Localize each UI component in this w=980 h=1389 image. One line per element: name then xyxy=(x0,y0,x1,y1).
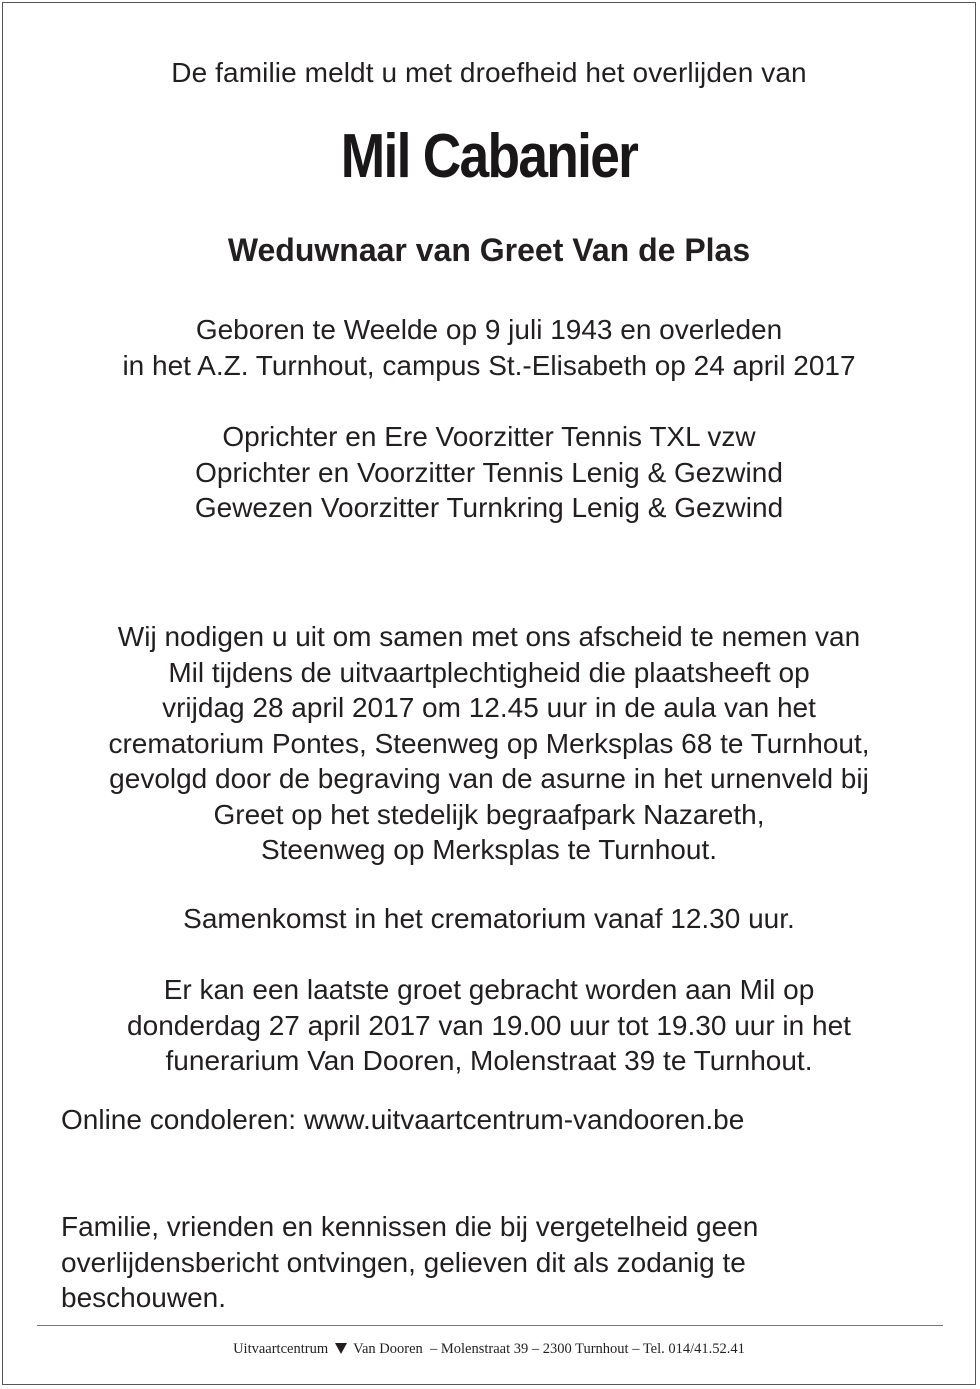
online-condolences-text: Online condoleren: www.uitvaartcentrum-vandooren.be xyxy=(61,1104,745,1135)
closing-notice xyxy=(61,1209,758,1316)
visitation-line: donderdag 27 april 2017 van 19.00 uur tot 19.30 uur in het xyxy=(127,1009,851,1041)
closing-line: overlijdensbericht ontvingen, gelieven dit als zodanig te xyxy=(61,1246,746,1278)
death-notice-card xyxy=(2,2,976,1385)
role-line: Gewezen Voorzitter Turnkring Lenig & Gezwind xyxy=(194,492,784,523)
widower-subtitle: Weduwnaar van Greet Van de Plas xyxy=(227,232,751,268)
gathering-info xyxy=(3,901,975,937)
invitation-line: crematorium Pontes, Steenweg op Merksplas 68 te Turnhout, xyxy=(108,727,870,759)
footer-company-name-2: Van Dooren xyxy=(353,1341,423,1357)
deceased-name: Mil Cabanier xyxy=(340,122,638,191)
closing-line: beschouwen. xyxy=(61,1282,227,1313)
footer-company-name: Uitvaartcentrum xyxy=(233,1341,329,1357)
birth-death-line: in het A.Z. Turnhout, campus St.-Elisabeth op 24 april 2017 xyxy=(122,349,856,381)
footer xyxy=(3,1341,975,1358)
birth-death-line: Geboren te Weelde op 9 juli 1943 en overleden xyxy=(195,314,783,345)
invitation-line: vrijdag 28 april 2017 om 12.45 uur in de aula van het xyxy=(162,692,816,723)
role-line: Oprichter en Ere Voorzitter Tennis TXL vzw xyxy=(222,421,756,452)
roles-list xyxy=(3,419,975,526)
footer-divider xyxy=(37,1325,943,1326)
invitation-line: Mil tijdens de uitvaartplechtigheid die plaatsheeft op xyxy=(168,656,810,688)
gathering-line: Samenkomst in het crematorium vanaf 12.30 uur. xyxy=(183,903,795,934)
triangle-down-icon xyxy=(335,1343,347,1354)
role-line: Oprichter en Voorzitter Tennis Lenig & Gezwind xyxy=(195,456,783,488)
visitation-line: funerarium Van Dooren, Molenstraat 39 te Turnhout. xyxy=(165,1045,813,1076)
intro-text: De familie meldt u met droefheid het overlijden van xyxy=(171,57,807,88)
footer-address: – Molenstraat 39 – 2300 Turnhout – Tel. 014/41.52.41 xyxy=(430,1341,745,1357)
visitation-line: Er kan een laatste groet gebracht worden aan Mil op xyxy=(163,974,815,1005)
visitation-info xyxy=(3,972,975,1079)
online-condolences xyxy=(61,1102,744,1138)
invitation-line: Steenweg op Merksplas te Turnhout. xyxy=(260,834,718,865)
birth-death-info xyxy=(3,312,975,383)
invitation-line: Greet op het stedelijk begraafpark Nazareth, xyxy=(213,798,765,830)
closing-line: Familie, vrienden en kennissen die bij vergetelheid geen xyxy=(61,1211,759,1242)
funeral-invitation xyxy=(3,619,975,868)
invitation-line: Wij nodigen u uit om samen met ons afscheid te nemen van xyxy=(117,621,861,652)
invitation-line: gevolgd door de begraving van de asurne in het urnenveld bij xyxy=(109,763,869,794)
